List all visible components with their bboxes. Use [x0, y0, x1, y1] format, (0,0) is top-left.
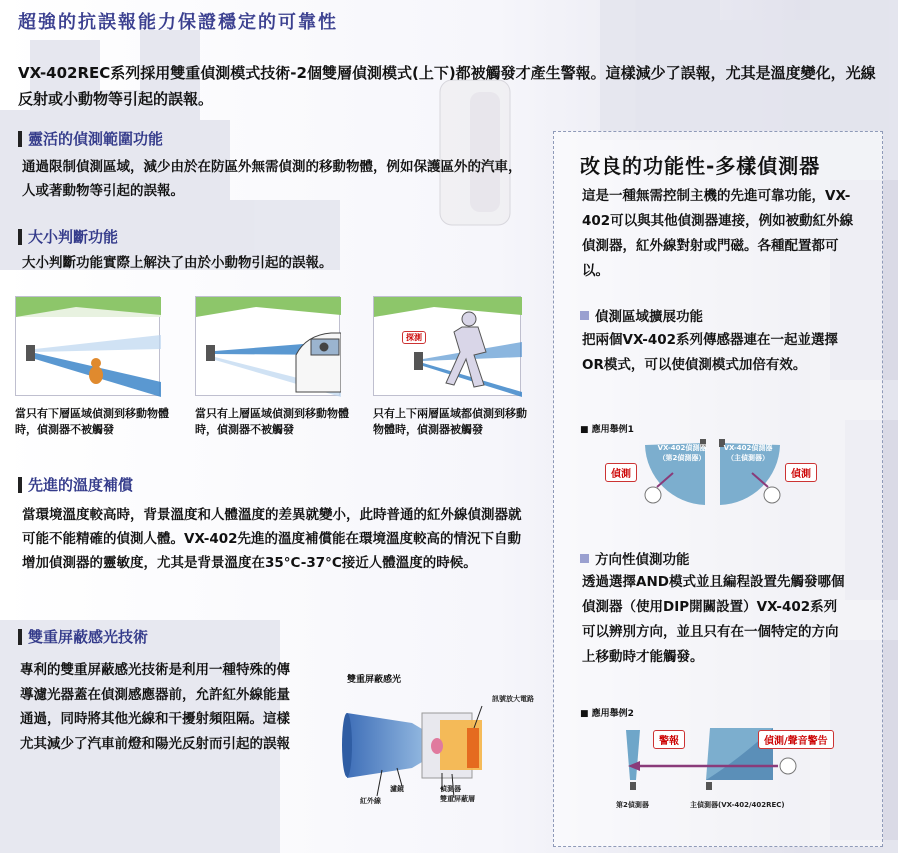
left-sensor-label: VX-402偵測器（第2偵測器）: [657, 444, 707, 462]
detect-warning-tag: 偵測/聲音警告: [758, 730, 834, 749]
heading-text: 偵測區域擴展功能: [595, 309, 703, 325]
caption-both-zones: 只有上下兩層區域都偵測到移動物體時，偵測器被觸發: [373, 407, 527, 436]
panel-heading-expand: [580, 305, 703, 325]
illustration-animal: [15, 296, 160, 396]
section-heading-temp: [18, 474, 133, 495]
panel-body-expand: 把兩個VX-402系列傳感器連在一起並選擇OR模式，可以使偵測模式加倍有效。: [582, 332, 839, 373]
section-heading-range: [18, 128, 163, 149]
right-detect-tag: 偵測: [785, 463, 817, 482]
caption-upper-zone: 當只有上層區域偵測到移動物體時，偵測器不被觸發: [195, 407, 349, 436]
heading-text: 方向性偵測功能: [595, 552, 690, 568]
diagram-label-shield: 雙重屏蔽層: [440, 795, 475, 803]
section-body-temp: 當環境溫度較高時，背景溫度和人體溫度的差異就變小，此時普通的紅外線偵測器就可能不能精確的偵測人體。VX-402先進的溫度補償能在環境溫度較高的情況下自動增加偵測器的靈敏度，尤其是背景溫度在35°C-37°C接近人體溫度的時候。: [22, 507, 522, 571]
heading-text: 先進的溫度補償: [28, 476, 134, 494]
panel-heading-direction: [580, 548, 690, 568]
second-sensor-label: 第2偵測器: [616, 801, 649, 809]
diagram-title: 雙重屏蔽感光: [347, 675, 402, 685]
panel-title: 改良的功能性-多樣偵測器: [580, 154, 821, 178]
intro-text: VX-402REC系列採用雙重偵測模式技術-2個雙層偵測模式(上下)都被觸發才產生警報。這樣減少了誤報，尤其是溫度變化，光線反射或小動物等引起的誤報。: [18, 64, 876, 108]
caption-lower-zone: 當只有下層區域偵測到移動物體時，偵測器不被觸發: [15, 407, 169, 436]
example-label-1: ■ 應用舉例1: [580, 425, 634, 435]
example-label-2: ■ 應用舉例2: [580, 709, 634, 719]
section-body-range: 通過限制偵測區域，減少由於在防區外無需偵測的移動物體，例如保護區外的汽車，人或著動物等引起的誤報。: [22, 159, 522, 199]
heading-bar: [18, 477, 22, 493]
diagram-label-detector: 偵測器: [440, 785, 461, 793]
alarm-tag: 探測: [402, 331, 426, 344]
diagram-label-ir: 紅外線: [360, 797, 381, 805]
panel-body-direction: 透過選擇AND模式並且編程設置先觸發哪個偵測器（使用DIP開關設置）VX-402系列可以辨別方向，並且只有在一個特定的方向上移動時才能觸發。: [582, 574, 845, 665]
heading-bar: [18, 629, 22, 645]
diagram-label-circuit: 訊號放大電路: [492, 695, 534, 703]
shield-diagram: [342, 668, 552, 808]
illustration-person: [373, 296, 521, 396]
section-body-shield: 專利的雙重屏蔽感光技術是利用一種特殊的傳導濾光器蓋在偵測感應器前，允許紅外線能量通過，同時將其他光線和干擾射頻阻隔。這樣尤其減少了汽車前燈和陽光反射而引起的誤報: [20, 662, 290, 752]
main-sensor-label: 主偵測器(VX-402/402REC): [690, 801, 785, 809]
right-sensor-label: VX-402偵測器（主偵測器）: [723, 444, 773, 462]
bullet-square: [580, 554, 589, 563]
heading-text: 靈活的偵測範圍功能: [28, 130, 164, 148]
heading-text: 雙重屏蔽感光技術: [28, 628, 149, 646]
heading-bar: [18, 131, 22, 147]
alarm-tag: 警報: [653, 730, 685, 749]
section-body-size: 大小判斷功能實際上解決了由於小動物引起的誤報。: [22, 255, 333, 271]
heading-bar: [18, 229, 22, 245]
example-diagram-2: [598, 720, 848, 820]
diagram-label-filter: 濾鏡: [390, 785, 404, 793]
example-diagram-1: [595, 435, 820, 535]
left-detect-tag: 偵測: [605, 463, 637, 482]
illustration-car: [195, 296, 340, 396]
section-heading-size: [18, 226, 118, 247]
page-title: 超強的抗誤報能力保證穩定的可靠性: [18, 12, 338, 33]
bullet-square: [580, 311, 589, 320]
panel-body: 這是一種無需控制主機的先進可靠功能，VX-402可以與其他偵測器連接，例如被動紅外線偵測器，紅外線對射或門磁。各種配置都可以。: [582, 188, 854, 279]
heading-text: 大小判斷功能: [28, 228, 119, 246]
section-heading-shield: [18, 626, 148, 647]
